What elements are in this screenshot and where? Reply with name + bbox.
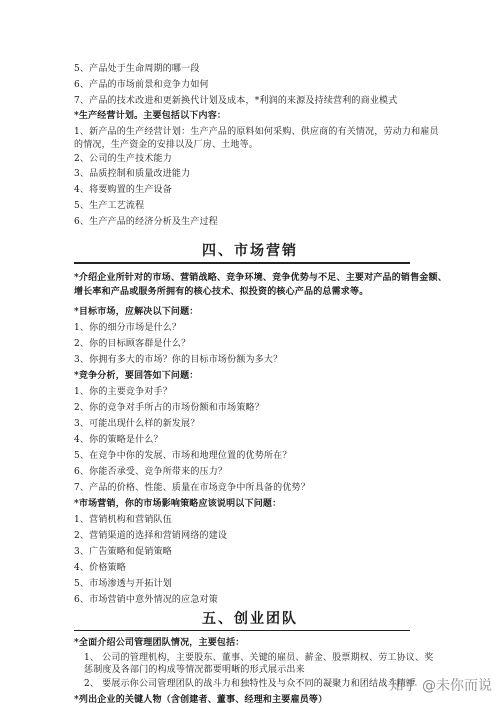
text-line: 惩制度及各部门的构成等情况都要明晰的形式展示出来	[84, 665, 305, 675]
team-intro: *全面介绍公司管理团队情况，主要包括：	[74, 638, 245, 648]
list-item: 5、生产工艺流程	[74, 201, 145, 211]
list-item: 3、品质控制和质量改进能力	[74, 169, 191, 179]
section-title: 四、市场营销	[202, 243, 298, 259]
source-watermark: 知乎 @未你而说	[389, 678, 492, 694]
text-line: 6、产品的市场前景和竞争力如何	[74, 80, 209, 90]
list-item: 2、你的竞争对手所占的市场份额和市场策略？	[74, 403, 264, 413]
text-line: 7、产品的技术改进和更新换代计划及成本，*利润的来源及持续营利的商业模式	[74, 96, 398, 106]
section-rule	[74, 630, 410, 631]
list-item: 1、你的细分市场是什么？	[74, 323, 182, 333]
list-item: 5、在竞争中你的发展、市场和地理位置的优势所在？	[74, 451, 292, 461]
text-line: 2、 要展示你公司管理团队的战斗力和独特性及与众不同的凝聚力和团结战斗精神	[84, 679, 415, 689]
list-item: 2、公司的生产技术能力	[74, 154, 172, 164]
text-line: 1、 公司的管理机构，主要股东、董事、关键的雇员、薪金、股票期权、劳工协议、奖	[84, 653, 434, 663]
text-line: 5、产品处于生命周期的哪一段	[74, 64, 200, 74]
compete-heading: *竞争分析，要回答如下问题：	[74, 371, 199, 381]
section-rule	[74, 262, 410, 264]
list-item: 7、产品的价格、性能、质量在市场竞争中所具备的优势？	[74, 483, 310, 493]
section-intro: *介绍企业所针对的市场、营销战略、竞争环境、竞争优势与不足、主要对产品的销售金额、	[74, 273, 447, 283]
key-people-line: *列出企业的关键人物（含创建者、董事、经理和主要雇员等）	[74, 695, 328, 705]
strategy-heading: *市场营销，你的市场影响策略应该说明以下问题：	[74, 499, 282, 509]
list-item: 4、将要购置的生产设备	[74, 185, 172, 195]
list-item: 3、你拥有多大的市场？你的目标市场份额为多大？	[74, 355, 283, 365]
section-intro: 增长率和产品或服务所拥有的核心技术、拟投资的核心产品的总需求等。	[74, 287, 369, 297]
manufacturing-heading: *生产经营计划。主要包括以下内容：	[74, 111, 227, 121]
list-item: 2、营销渠道的选择和营销网络的建设	[74, 531, 228, 541]
list-item: 6、市场营销中意外情况的应急对策	[74, 595, 218, 605]
list-item: 4、价格策略	[74, 563, 126, 573]
list-item: 1、营销机构和营销队伍	[74, 515, 172, 525]
list-item: 6、生产产品的经济分析及生产过程	[74, 217, 218, 227]
list-item: 3、可能出现什么样的新发展？	[74, 419, 200, 429]
section-title: 五、创业团队	[202, 611, 298, 627]
target-heading: *目标市场，应解决以下问题：	[74, 307, 199, 317]
list-item: 3、广告策略和促销策略	[74, 547, 172, 557]
list-item: 4、你的策略是什么？	[74, 435, 163, 445]
list-item: 6、你能否承受、竞争所带来的压力？	[74, 467, 228, 477]
list-item: 5、市场渗透与开拓计划	[74, 579, 172, 589]
list-item: 2、你的目标顾客群是什么？	[74, 339, 191, 349]
list-item: 1、你的主要竞争对手？	[74, 387, 172, 397]
text-line: 1、新产品的生产经营计划：生产产品的原料如何采购、供应商的有关情况，劳动力和雇员	[74, 127, 439, 137]
text-line: 的情况，生产资金的安排以及厂房、土地等。	[74, 140, 259, 150]
